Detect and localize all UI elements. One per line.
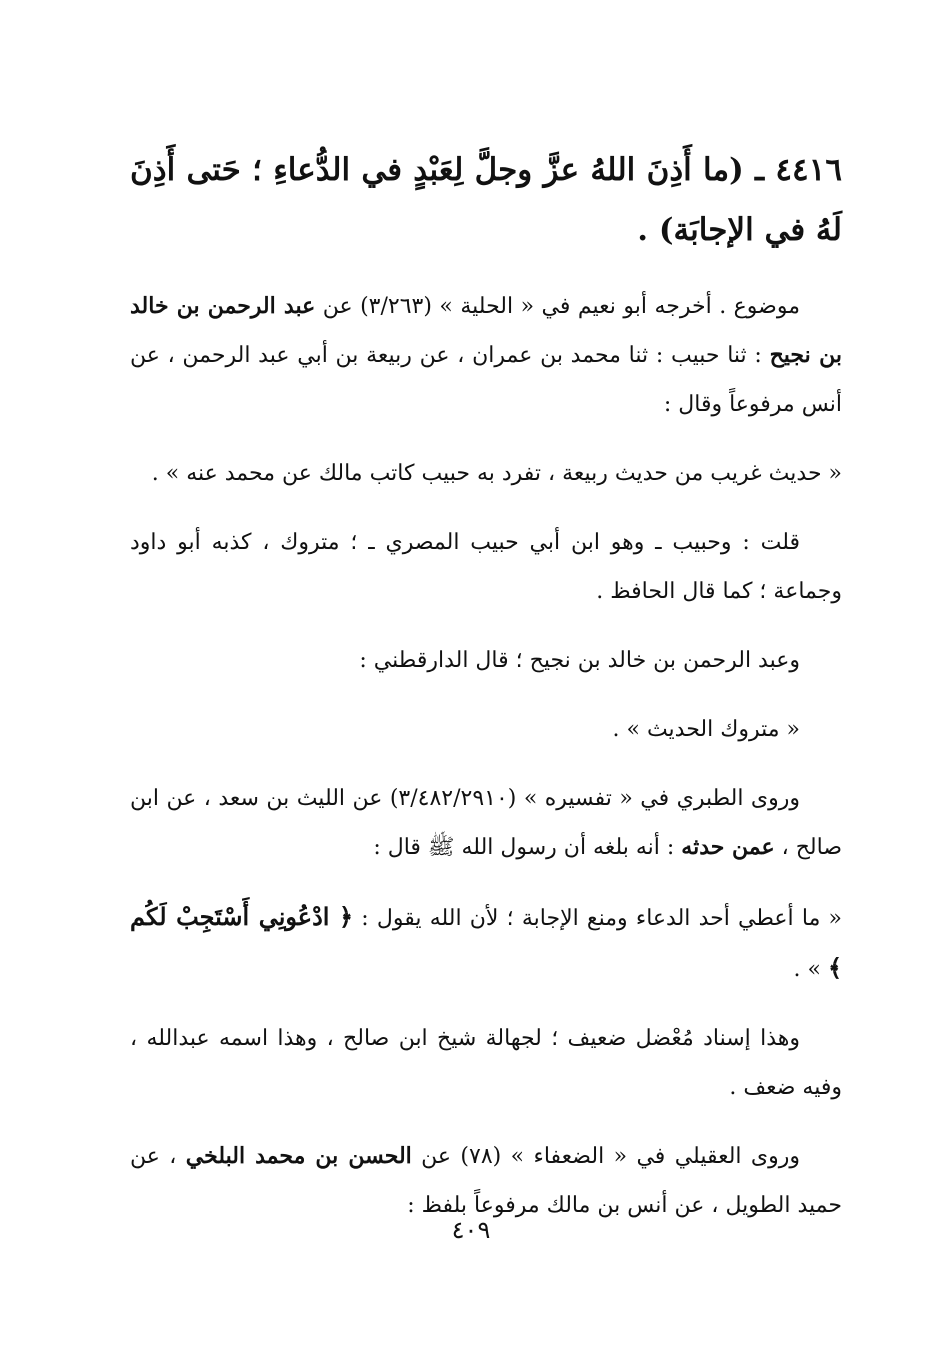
paragraph-tabari-quote-part1: « ما أعطي أحد الدعاء ومنع الإجابة ؛ لأن الله يقول : bbox=[353, 906, 842, 931]
page-number: ٤٠٩ bbox=[451, 1216, 491, 1244]
hadith-heading: ٤٤١٦ ـ (ما أَذِنَ اللهُ عزَّ وجلَّ لِعَبْدٍ في الدُّعاءِ ؛ حَتى أَذِنَ لَهُ في الإجابَة) . bbox=[130, 152, 842, 248]
hasan-balkhi-bold: الحسن بن محمد البلخي bbox=[185, 1143, 412, 1169]
paragraph-isnad-weak: وهذا إسناد مُعْضل ضعيف ؛ لجهالة شيخ ابن صالح ، وهذا اسمه عبدالله ، وفيه ضعف . bbox=[130, 1026, 842, 1100]
paragraph-quote-abu-nuaim: « حديث غريب من حديث ربيعة ، تفرد به حبيب كاتب مالك عن محمد عنه » . bbox=[151, 461, 842, 486]
paragraph-tabari-part1: وروى الطبري في « تفسيره » (٣/٤٨٢/٢٩١٠) عن الليث بن سعد ، عن ابن صالح ، bbox=[130, 786, 842, 860]
paragraph-tabari-part2: : أنه بلغه أن رسول الله ﷺ قال : bbox=[373, 835, 682, 860]
paragraph-habib-note: قلت : وحبيب ـ وهو ابن أبي حبيب المصري ـ ؛ متروك ، كذبه أبو داود وجماعة ؛ كما قال الحافظ . bbox=[130, 530, 842, 604]
paragraph-takhrij bbox=[130, 282, 842, 429]
paragraph-daraqutni-quote: « متروك الحديث » . bbox=[612, 717, 800, 742]
narrator-name-bold: عبد الرحمن بن خالد بن نجيح bbox=[130, 293, 842, 368]
paragraph-uqaili-part2: ، عن حميد الطويل ، عن أنس بن مالك مرفوعاً بلفظ : bbox=[130, 1144, 842, 1218]
paragraph-takhrij-part1: موضوع . أخرجه أبو نعيم في « الحلية » (٣/٢٦٣) عن bbox=[315, 294, 800, 319]
paragraph-tabari-quote bbox=[130, 892, 842, 994]
paragraph-uqaili-part1: وروى العقيلي في « الضعفاء » (٧٨) عن bbox=[411, 1144, 801, 1169]
quran-verse: ﴿ ادْعُونِي أَسْتَجِبْ لَكُم ﴾ bbox=[130, 902, 842, 982]
paragraph-tabari-quote-part2: » . bbox=[793, 957, 828, 982]
unnamed-narrator-bold: عمن حدثه bbox=[681, 834, 775, 860]
paragraph-takhrij-part2: : ثنا حبيب : ثنا محمد بن عمران ، عن ربيعة بن أبي عبد الرحمن ، عن أنس مرفوعاً وقال : bbox=[130, 343, 842, 417]
paragraph-abdulrahman-note: وعبد الرحمن بن خالد بن نجيح ؛ قال الدارقطني : bbox=[359, 648, 800, 673]
paragraph-tabari bbox=[130, 774, 842, 872]
